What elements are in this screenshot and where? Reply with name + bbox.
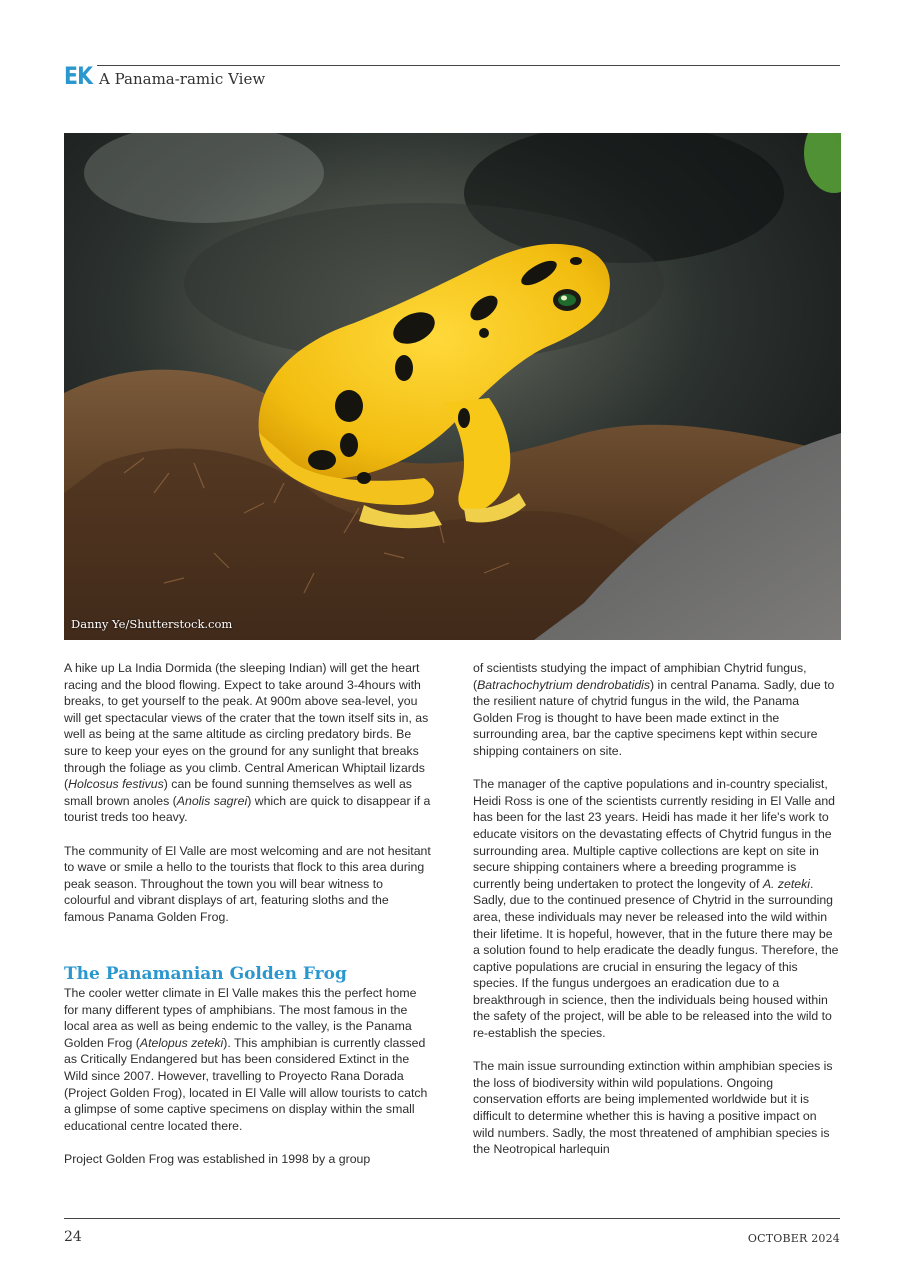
- magazine-logo: EK: [64, 62, 93, 90]
- frog-illustration: [64, 133, 841, 640]
- paragraph: Project Golden Frog was established in 1998 by a group: [64, 1152, 371, 1167]
- paragraph: The community of El Valle are most welcoming and are not hesitant to wave or smile a hello to the tourists that flock to this area during peak season. Throughout the town you will bear witness to colourful and vibrant displays of art, featuring sloths and the famous Panama Golden Frog.: [64, 843, 431, 924]
- frog-photo: [64, 133, 841, 640]
- header-rule: [97, 65, 840, 66]
- paragraph: The main issue surrounding extinction within amphibian species is the loss of biodiversity within wild populations. Ongoing conservation efforts are being implemented worldwide but it is difficult to determine whether this is having a positive impact on wild numbers. Sadly, the most threatened of amphibian species is the Neotropical harlequin: [473, 1059, 833, 1157]
- footer-rule: [64, 1218, 840, 1219]
- left-column: [64, 660, 432, 1168]
- issue-date: OCTOBER 2024: [747, 1232, 840, 1245]
- paragraph: A hike up La India Dormida (the sleeping Indian) will get the heart racing and the blood flowing. Expect to take around 3-4hours with breaks, to get yourself to the peak. At 900m above sea-level, you will get spectacular views of the crater that the town itself sits in, as well as being at the same altitude as circling predatory birds. Be sure to keep your eyes on the ground for any sunlight that breaks through the foliage as you climb. Central American Whiptail lizards (Holcosus festivus) can be found sunning themselves as well as small brown anoles (Anolis sagrei) which are quick to disappear if a tourist treds too heavy.: [64, 661, 431, 825]
- section-subheading: The Panamanian Golden Frog: [64, 964, 347, 985]
- photo-credit: Danny Ye/Shutterstock.com: [71, 617, 233, 631]
- paragraph: The cooler wetter climate in El Valle makes this the perfect home for many different types of amphibians. The most famous in the local area as well as being endemic to the valley, is the Panama Golden Frog (Atelopus zeteki). This amphibian is currently classed as Critically Endangered but has been considered Extinct in the Wild since 2007. However, travelling to Proyecto Rana Dorada (Project Golden Frog), located in El Valle will allow tourists to catch a glimpse of some captive specimens on display within the small educational centre located there.: [64, 986, 428, 1133]
- article-header-title: A Panama-ramic View: [99, 70, 266, 88]
- paragraph: of scientists studying the impact of amphibian Chytrid fungus, (Batrachochytrium dendrobatidis) in central Panama. Sadly, due to the resilient nature of chytrid fungus in the wild, the Panama Golden Frog is thought to have been made extinct in the surrounding area, bar the captive specimens kept within secure shipping containers on site.: [473, 661, 835, 758]
- right-column: [473, 660, 841, 1158]
- paragraph: The manager of the captive populations and in-country specialist, Heidi Ross is one of the scientists currently residing in El Valle and has been for the last 23 years. Heidi has made it her life's work to educate visitors on the devastating effects of Chytrid fungus in the surrounding area. Multiple captive collections are kept on site in secure shipping containers where a breeding programme is currently being undertaken to protect the longevity of A. zeteki. Sadly, due to the continued presence of Chytrid in the surrounding area, these individuals may never be released into the wild within their lifetime. It is hopeful, however, that in the future there may be a solution found to help eradicate the deadly fungus. Therefore, the captive populations are crucial in ensuring the legacy of this species. If the fungus undergoes an eradication due to a breakthrough in science, then the individuals being housed within the safety of the project, will be able to be released into the wild to re-establish the species.: [473, 777, 839, 1041]
- page-number: 24: [64, 1229, 82, 1245]
